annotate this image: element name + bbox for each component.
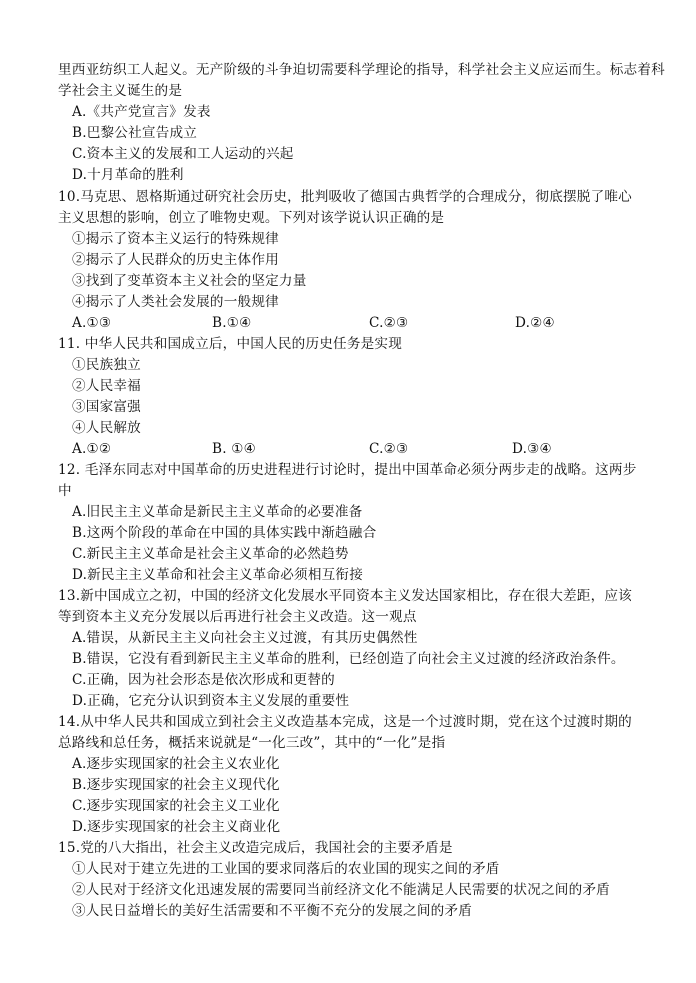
q14-stem-line1: 14.从中华人民共和国成立到社会主义改造基本完成，这是一个过渡时期，党在这个过渡时期的 [58, 714, 632, 730]
q15-item-3: ③人民日益增长的美好生活需要和不平衡不充分的发展之间的矛盾 [72, 903, 473, 919]
q14-option-a: A.逐步实现国家的社会主义农业化 [72, 756, 280, 772]
q10-stem-line2: 主义思想的影响，创立了唯物史观。下列对该学说认识正确的是 [58, 210, 445, 226]
q12-option-a: A.旧民主主义革命是新民主主义革命的必要准备 [72, 504, 363, 520]
q14-option-c: C.逐步实现国家的社会主义工业化 [72, 798, 280, 814]
q11-choice-a: A.①② [72, 441, 112, 457]
q10-stem-line1: 10.马克思、恩格斯通过研究社会历史，批判吸收了德国古典哲学的合理成分，彻底摆脱了唯心 [58, 189, 632, 205]
q9-option-d: D.十月革命的胜利 [72, 167, 184, 183]
q12-stem-line1: 12. 毛泽东同志对中国革命的历史进程进行讨论时，提出中国革命必须分两步走的战略。这两步 [58, 462, 637, 478]
q11-item-3: ③国家富强 [72, 399, 141, 415]
q10-item-1: ①揭示了资本主义运行的特殊规律 [72, 231, 279, 247]
q9-option-b: B.巴黎公社宣告成立 [72, 125, 198, 141]
q10-choice-b: B.①④ [212, 315, 252, 331]
q10-choice-a: A.①③ [72, 315, 112, 331]
q15-stem: 15.党的八大指出，社会主义改造完成后，我国社会的主要矛盾是 [58, 840, 453, 856]
q11-item-2: ②人民幸福 [72, 378, 141, 394]
q14-option-b: B.逐步实现国家的社会主义现代化 [72, 777, 280, 793]
q10-item-4: ④揭示了人类社会发展的一般规律 [72, 294, 279, 310]
q13-option-d: D.正确，它充分认识到资本主义发展的重要性 [72, 693, 350, 709]
q13-option-a: A.错误，从新民主主义向社会主义过渡，有其历史偶然性 [72, 630, 418, 646]
q11-item-4: ④人民解放 [72, 420, 141, 436]
q12-option-d: D.新民主主义革命和社会主义革命必须相互衔接 [72, 567, 364, 583]
q12-stem-line2: 中 [58, 483, 72, 499]
q11-choice-d: D.③④ [512, 441, 552, 457]
q9-stem-line2: 学社会主义诞生的是 [58, 83, 183, 99]
q15-item-1: ①人民对于建立先进的工业国的要求同落后的农业国的现实之间的矛盾 [72, 861, 500, 877]
q11-stem: 11. 中华人民共和国成立后，中国人民的历史任务是实现 [58, 336, 402, 352]
q14-option-d: D.逐步实现国家的社会主义商业化 [72, 819, 281, 835]
q13-option-c: C.正确，因为社会形态是依次形成和更替的 [72, 672, 335, 688]
q11-item-1: ①民族独立 [72, 357, 141, 373]
q15-item-2: ②人民对于经济文化迅速发展的需要同当前经济文化不能满足人民需要的状况之间的矛盾 [72, 882, 610, 898]
q11-choice-c: C.②③ [369, 441, 409, 457]
q14-stem-line2: 总路线和总任务，概括来说就是“一化三改”，其中的“一化”是指 [58, 735, 446, 751]
q10-item-2: ②揭示了人民群众的历史主体作用 [72, 252, 279, 268]
q9-option-c: C.资本主义的发展和工人运动的兴起 [72, 146, 294, 162]
q12-option-c: C.新民主主义革命是社会主义革命的必然趋势 [72, 546, 349, 562]
q10-choice-d: D.②④ [515, 315, 555, 331]
q13-option-b: B.错误，它没有看到新民主主义革命的胜利，已经创造了向社会主义过渡的经济政治条件。 [72, 651, 625, 667]
q11-choice-b: B. ①④ [212, 441, 257, 457]
q10-choice-c: C.②③ [369, 315, 409, 331]
q12-option-b: B.这两个阶段的革命在中国的具体实践中渐趋融合 [72, 525, 377, 541]
q13-stem-line2: 等到资本主义充分发展以后再进行社会主义改造。这一观点 [58, 609, 417, 625]
q10-item-3: ③找到了变革资本主义社会的坚定力量 [72, 273, 307, 289]
q13-stem-line1: 13.新中国成立之初，中国的经济文化发展水平同资本主义发达国家相比，存在很大差距，应该 [58, 588, 632, 604]
q9-option-a: A.《共产党宣言》发表 [72, 104, 211, 120]
q9-stem-line1: 里西亚纺织工人起义。无产阶级的斗争迫切需要科学理论的指导，科学社会主义应运而生。标志着科 [58, 62, 665, 78]
